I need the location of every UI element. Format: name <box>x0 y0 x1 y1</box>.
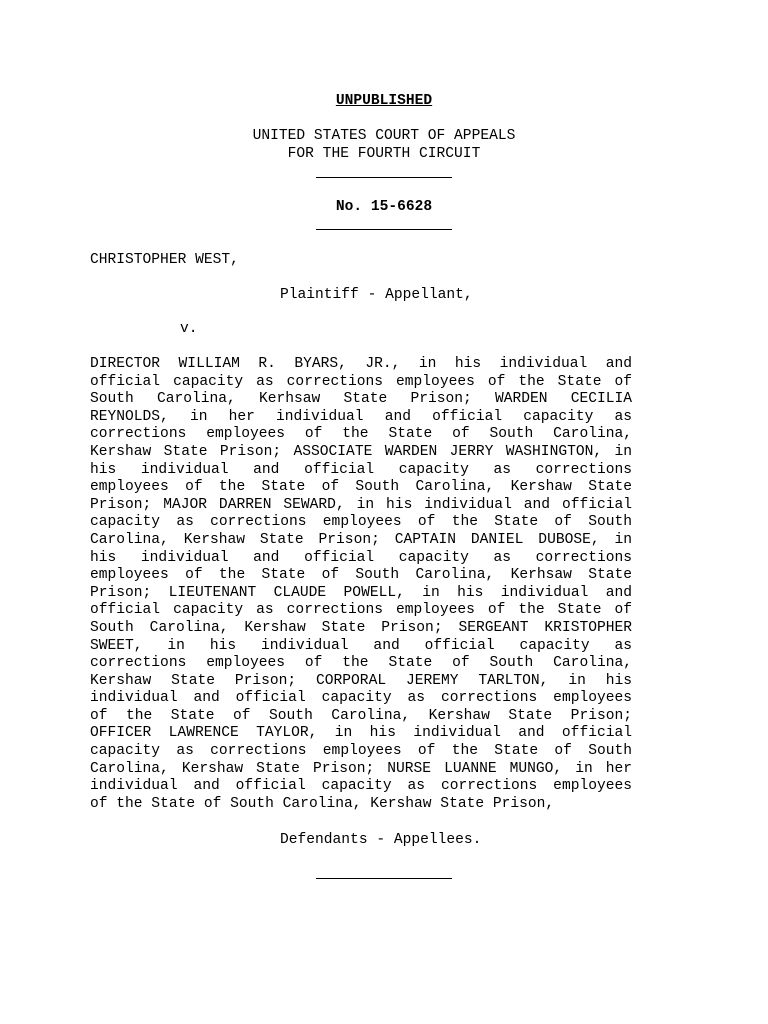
defendants-line: individual and official capacity as corrections employees <box>90 778 632 795</box>
defendants-line: South Carolina, Kershaw State Prison; SERGEANT KRISTOPHER <box>90 619 632 636</box>
defendants-line: Carolina, Kershaw State Prison; NURSE LUANNE MUNGO, in her <box>90 760 632 777</box>
defendants-line: capacity as corrections employees of the State of South <box>90 743 632 760</box>
plaintiff-role: Plaintiff - Appellant, <box>280 287 473 303</box>
court-name-line-2: FOR THE FOURTH CIRCUIT <box>287 146 481 162</box>
defendants-line: Prison; MAJOR DARREN SEWARD, in his individual and official <box>90 496 632 513</box>
defendants-role: Defendants - Appellees. <box>280 832 482 848</box>
defendants-line: employees of the State of South Carolina, Kerhsaw State <box>90 567 632 584</box>
defendants-line: Kershaw State Prison; ASSOCIATE WARDEN JERRY WASHINGTON, in <box>90 443 632 460</box>
separator-rule-2 <box>316 229 452 230</box>
defendants-line: DIRECTOR WILLIAM R. BYARS, JR., in his individual and <box>90 356 632 372</box>
defendants-line: OFFICER LAWRENCE TAYLOR, in his individual and official <box>90 725 632 742</box>
defendants-caption <box>90 356 632 813</box>
defendants-line: official capacity as corrections employees of the State of <box>90 602 632 619</box>
defendants-line: his individual and official capacity as corrections <box>90 549 632 566</box>
defendants-line: Carolina, Kershaw State Prison; CAPTAIN DANIEL DUBOSE, in <box>90 531 632 548</box>
defendants-line: of the State of South Carolina, Kershaw State Prison, <box>90 795 555 812</box>
case-number: No. 15-6628 <box>335 199 433 215</box>
separator-rule-1 <box>316 177 452 178</box>
defendants-line: official capacity as corrections employees of the State of <box>90 373 632 390</box>
defendants-line: corrections employees of the State of South Carolina, <box>90 426 632 443</box>
defendants-line: of the State of South Carolina, Kershaw State Prison; <box>90 707 632 724</box>
plaintiff-name: CHRISTOPHER WEST, <box>90 252 239 268</box>
defendants-line: individual and official capacity as corrections employees <box>90 690 632 707</box>
defendants-line: corrections employees of the State of South Carolina, <box>90 655 632 672</box>
versus: v. <box>180 321 198 337</box>
defendants-line: Prison; LIEUTENANT CLAUDE POWELL, in his individual and <box>90 584 632 601</box>
court-name-line-1: UNITED STATES COURT OF APPEALS <box>252 128 516 144</box>
separator-rule-3 <box>316 878 452 879</box>
defendants-line: his individual and official capacity as corrections <box>90 461 632 478</box>
defendants-line: employees of the State of South Carolina, Kershaw State <box>90 479 632 496</box>
defendants-line: Kershaw State Prison; CORPORAL JEREMY TARLTON, in his <box>90 672 632 689</box>
publication-status: UNPUBLISHED <box>335 93 433 109</box>
defendants-line: SWEET, in his individual and official capacity as <box>90 637 632 654</box>
defendants-line: capacity as corrections employees of the State of South <box>90 514 632 531</box>
defendants-line: South Carolina, Kerhsaw State Prison; WARDEN CECILIA <box>90 391 632 408</box>
defendants-line: REYNOLDS, in her individual and official capacity as <box>90 408 632 425</box>
